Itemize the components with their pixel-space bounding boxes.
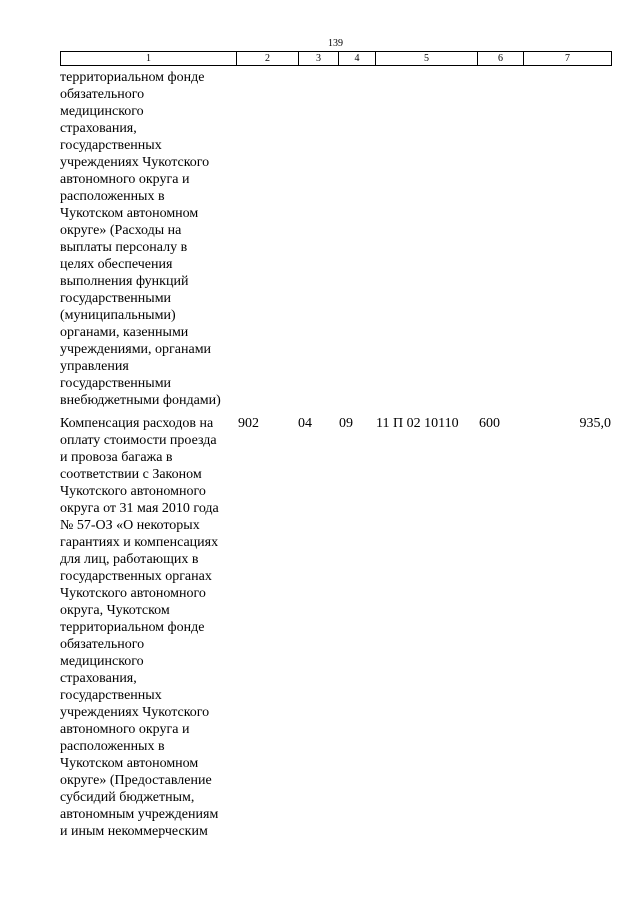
text-line: № 57-ОЗ «О некоторых bbox=[60, 518, 200, 533]
text-line: государственными bbox=[60, 376, 172, 391]
text-line: территориальном фонде bbox=[60, 70, 205, 85]
text-line: округе» (Расходы на bbox=[60, 223, 182, 238]
column-header-4: 4 bbox=[339, 52, 376, 66]
column-header-5: 5 bbox=[376, 52, 478, 66]
row-description bbox=[60, 415, 219, 840]
text-line: соответствии с Законом bbox=[60, 467, 202, 482]
text-line: округа от 31 мая 2010 года bbox=[60, 501, 219, 516]
text-line: гарантиях и компенсациях bbox=[60, 535, 219, 550]
text-line: органами, казенными bbox=[60, 325, 189, 340]
text-line: для лиц, работающих в bbox=[60, 552, 199, 567]
text-line: медицинского bbox=[60, 104, 144, 119]
column-header-2: 2 bbox=[237, 52, 299, 66]
text-line: и иным некоммерческим bbox=[60, 824, 208, 839]
column-header-1: 1 bbox=[61, 52, 237, 66]
text-line: государственных bbox=[60, 688, 162, 703]
text-line: автономным учреждениям bbox=[60, 807, 219, 822]
text-line: автономного округа и bbox=[60, 722, 190, 737]
text-line: государственных органах bbox=[60, 569, 212, 584]
text-line: Чукотском автономном bbox=[60, 756, 199, 771]
text-line: расположенных в bbox=[60, 189, 165, 204]
column-header-7: 7 bbox=[524, 52, 612, 66]
text-line: управления bbox=[60, 359, 129, 374]
subsection-code: 09 bbox=[339, 416, 353, 431]
text-line: Чукотского автономного bbox=[60, 586, 206, 601]
ministry-code: 902 bbox=[238, 416, 259, 431]
text-line: внебюджетными фондами) bbox=[60, 393, 221, 408]
text-line: автономного округа и bbox=[60, 172, 190, 187]
text-line: учреждениями, органами bbox=[60, 342, 212, 357]
text-line: целях обеспечения bbox=[60, 257, 173, 272]
text-line: и провоза багажа в bbox=[60, 450, 173, 465]
text-line: территориальном фонде bbox=[60, 620, 205, 635]
text-line: (муниципальными) bbox=[60, 308, 176, 323]
text-line: субсидий бюджетным, bbox=[60, 790, 195, 805]
expense-type-code: 600 bbox=[479, 416, 500, 431]
column-header-3: 3 bbox=[299, 52, 339, 66]
text-line: расположенных в bbox=[60, 739, 165, 754]
page-number: 139 bbox=[328, 38, 343, 49]
text-line: страхования, bbox=[60, 671, 137, 686]
column-header-6: 6 bbox=[478, 52, 524, 66]
amount-value: 935,0 bbox=[579, 416, 611, 431]
text-line: обязательного bbox=[60, 637, 145, 652]
text-line: обязательного bbox=[60, 87, 145, 102]
text-line: выплаты персоналу в bbox=[60, 240, 188, 255]
text-line: округа, Чукотском bbox=[60, 603, 170, 618]
text-line: Компенсация расходов на bbox=[60, 416, 214, 431]
text-line: выполнения функций bbox=[60, 274, 189, 289]
text-line: государственных bbox=[60, 138, 162, 153]
text-line: учреждениях Чукотского bbox=[60, 155, 210, 170]
text-line: округе» (Предоставление bbox=[60, 773, 212, 788]
text-line: Чукотском автономном bbox=[60, 206, 199, 221]
target-article-code: 11 П 02 10110 bbox=[376, 416, 459, 431]
text-line: медицинского bbox=[60, 654, 144, 669]
column-number-header bbox=[60, 51, 612, 66]
text-line: оплату стоимости проезда bbox=[60, 433, 217, 448]
section-code: 04 bbox=[298, 416, 312, 431]
text-line: учреждениях Чукотского bbox=[60, 705, 210, 720]
text-line: Чукотского автономного bbox=[60, 484, 206, 499]
text-line: страхования, bbox=[60, 121, 137, 136]
row-description-continued bbox=[60, 69, 221, 409]
text-line: государственными bbox=[60, 291, 172, 306]
